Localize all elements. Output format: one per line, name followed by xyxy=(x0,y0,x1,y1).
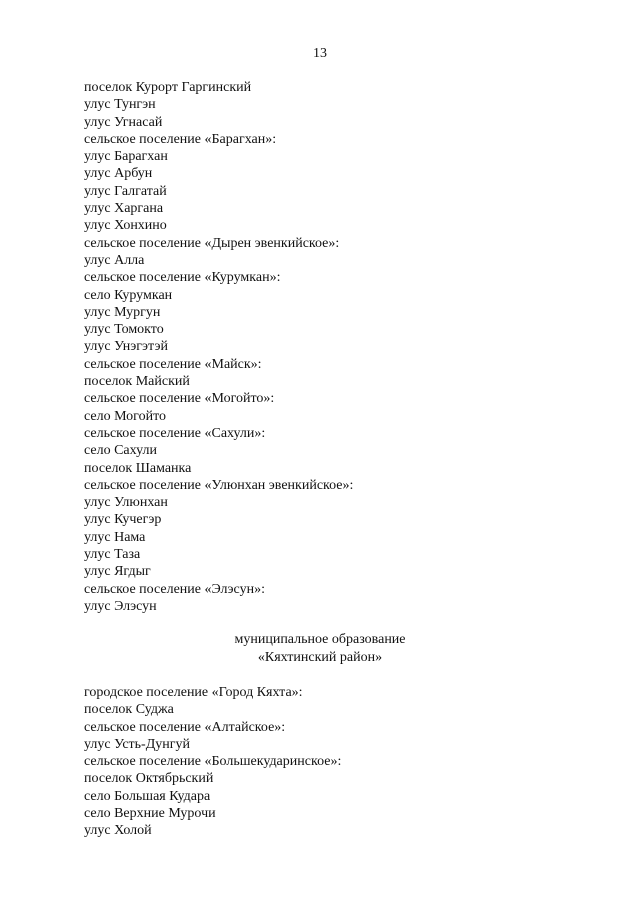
settlement-line: село Курумкан xyxy=(84,287,173,303)
settlement-line: городское поселение «Город Кяхта»: xyxy=(84,685,303,700)
settlement-line: улус Барагхан xyxy=(84,149,168,165)
settlement-line: сельское поселение «Майск»: xyxy=(84,356,262,372)
section-heading xyxy=(0,631,640,667)
section-heading-line-2: «Кяхтинский район» xyxy=(257,650,383,665)
settlement-line: село Верхние Мурочи xyxy=(84,806,216,822)
settlement-line: улус Нама xyxy=(84,529,146,545)
settlement-line: поселок Курорт Гаргинский xyxy=(84,80,252,95)
section-heading-line-1: муниципальное образование xyxy=(234,632,406,647)
settlement-line: поселок Шаманка xyxy=(84,460,192,476)
settlement-line: сельское поселение «Алтайское»: xyxy=(84,719,286,735)
settlement-line: сельское поселение «Сахули»: xyxy=(84,425,266,441)
settlement-line: улус Элэсун xyxy=(84,598,157,614)
settlement-line: поселок Майский xyxy=(84,374,190,390)
settlement-line: сельское поселение «Курумкан»: xyxy=(84,270,281,286)
settlement-line: улус Галгатай xyxy=(84,183,167,199)
page-number: 13 xyxy=(313,46,327,61)
settlement-line: улус Угнасай xyxy=(84,114,163,130)
settlement-line: улус Усть-Дунгуй xyxy=(84,736,190,752)
settlement-line: сельское поселение «Дырен эвенкийское»: xyxy=(84,235,340,251)
settlement-line: улус Харгана xyxy=(84,201,164,217)
settlement-line: улус Таза xyxy=(84,547,141,563)
settlement-line: улус Холой xyxy=(84,823,152,839)
settlement-line: сельское поселение «Большекударинское»: xyxy=(84,754,342,770)
settlement-line: поселок Суджа xyxy=(84,702,174,718)
settlement-line: улус Унэгэтэй xyxy=(84,339,168,355)
settlement-line: улус Улюнхан xyxy=(84,495,168,511)
settlement-line: улус Томокто xyxy=(84,322,164,338)
settlement-line: улус Тунгэн xyxy=(84,97,156,113)
settlement-line: сельское поселение «Барагхан»: xyxy=(84,131,277,147)
settlement-list-bottom xyxy=(84,684,341,840)
settlement-line: улус Ягдыг xyxy=(84,564,151,580)
settlement-line: село Могойто xyxy=(84,408,167,424)
settlement-line: улус Хонхино xyxy=(84,218,167,234)
settlement-line: улус Мургун xyxy=(84,304,161,320)
settlement-line: сельское поселение «Могойто»: xyxy=(84,391,275,407)
settlement-line: поселок Октябрьский xyxy=(84,771,214,787)
settlement-line: сельское поселение «Улюнхан эвенкийское»: xyxy=(84,477,354,493)
settlement-line: село Сахули xyxy=(84,443,157,459)
settlement-list-top xyxy=(84,79,353,615)
settlement-line: село Большая Кудара xyxy=(84,788,211,804)
settlement-line: улус Алла xyxy=(84,252,145,268)
settlement-line: улус Арбун xyxy=(84,166,153,182)
settlement-line: улус Кучегэр xyxy=(84,512,162,528)
settlement-line: сельское поселение «Элэсун»: xyxy=(84,581,265,597)
